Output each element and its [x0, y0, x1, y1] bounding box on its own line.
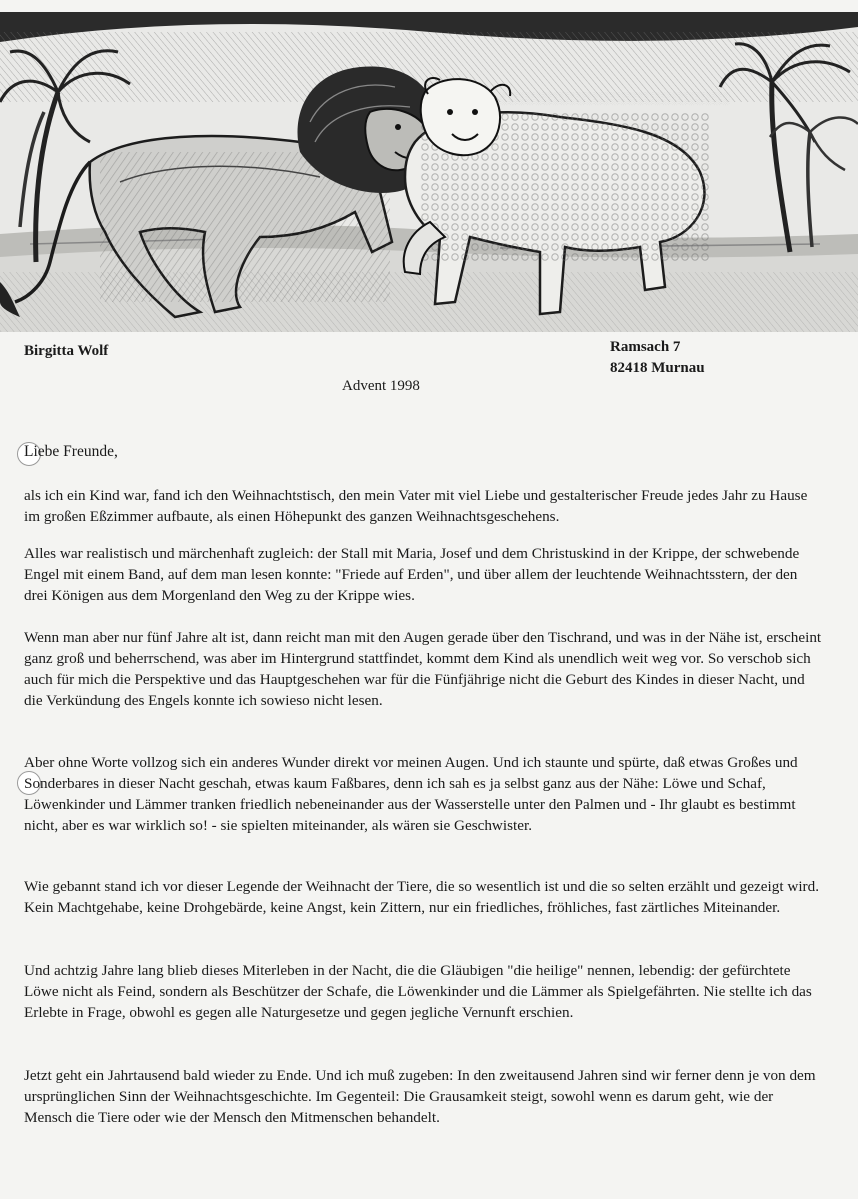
salutation: Liebe Freunde,: [24, 443, 118, 460]
bleed-through-text: ░░░░░░░░░░░░░░░░░░░░░░░░░░░: [500, 91, 730, 105]
paragraph-5: Wie gebannt stand ich vor dieser Legende der Weihnacht der Tiere, die so wesentlich ist und die so selten erzählt und gezeigt wird. Kein Machtgehabe, keine Drohgebärde, keine Angst, kein Zittern, nur ein friedliches, fröhliches, fast zärtliches Miteinander.: [24, 878, 819, 916]
paragraph-3: Wenn man aber nur fünf Jahre alt ist, dann reicht man mit den Augen gerade über den Tischrand, und was in der Nähe ist, erscheint ganz groß und beherrschend, was aber im Hintergrund stattfindet, kommt dem Kind als unendlich weit weg vor. So verschob sich auch für mich die Perspektive und das Hauptgeschehen war für die Fünfjährige nicht die Geburt des Kindes in dieser Nacht, und die Verkündung des Engels konnte ich sowieso nicht lesen.: [24, 629, 822, 709]
sender-address: [610, 337, 705, 379]
lion-and-sheep-illustration: [0, 12, 858, 332]
address-city: 82418 Murnau: [610, 360, 705, 376]
paragraph-4: Aber ohne Worte vollzog sich ein anderes Wunder direkt vor meinen Augen. Und ich staunte und spürte, daß etwas Großes und Sonderbares in dieser Nacht geschah, etwas kaum Faßbares, denn ich sah es ja selbst ganz aus der Nähe: Löwe und Schaf, Löwenkinder und Lämmer tranken friedlich nebeneinander aus der Wasserstelle unter den Palmen und - Ihr glaubt es bestimmt nicht, aber es war wirklich so! - sie spielten miteinander, als wären sie Geschwister.: [24, 754, 798, 834]
address-street: Ramsach 7: [610, 339, 681, 355]
paragraph-2: Alles war realistisch und märchenhaft zugleich: der Stall mit Maria, Josef und dem Christuskind in der Krippe, der schwebende Engel mit einem Band, auf dem man lesen konnte: "Friede auf Erden", und über allem der leuchtende Weihnachtsstern, der den drei Königen aus dem Morgenland den Weg zu der Krippe wies.: [24, 545, 800, 604]
sheep-icon: [404, 78, 710, 314]
paragraph-7: Jetzt geht ein Jahrtausend bald wieder zu Ende. Und ich muß zugeben: In den zweitausend Jahren sind wir ferner denn je von dem ursprünglichen Sinn der Weihnachtsgeschichte. Im Gegenteil: Die Grausamkeit steigt, sowohl wenn es darum geht, wie der Mensch die Tiere oder wie der Mensch den Mitmenschen behandelt.: [24, 1067, 816, 1126]
paragraph-1: als ich ein Kind war, fand ich den Weihnachtstisch, den mein Vater mit viel Liebe und gestalterischer Freude jedes Jahr zu Hause im großen Eßzimmer aufbaute, als einen Höhepunkt des ganzen Weihnachtsgeschehens.: [24, 487, 808, 525]
letter-date: Advent 1998: [342, 378, 420, 394]
paragraph-6: Und achtzig Jahre lang blieb dieses Miterleben in der Nacht, die die Gläubigen "die heilige" nennen, lebendig: der gefürchtete Löwe nicht als Feind, sondern als Beschützer der Schafe, die Löwenkinder und die Lämmer als Spielgefährten. Nie stellte ich das Erlebte in Frage, obwohl es gegen alle Naturgesetze und gegen jegliche Vernunft erschien.: [24, 962, 812, 1021]
header-drawing: [0, 12, 858, 332]
sender-name: Birgitta Wolf: [24, 343, 109, 359]
